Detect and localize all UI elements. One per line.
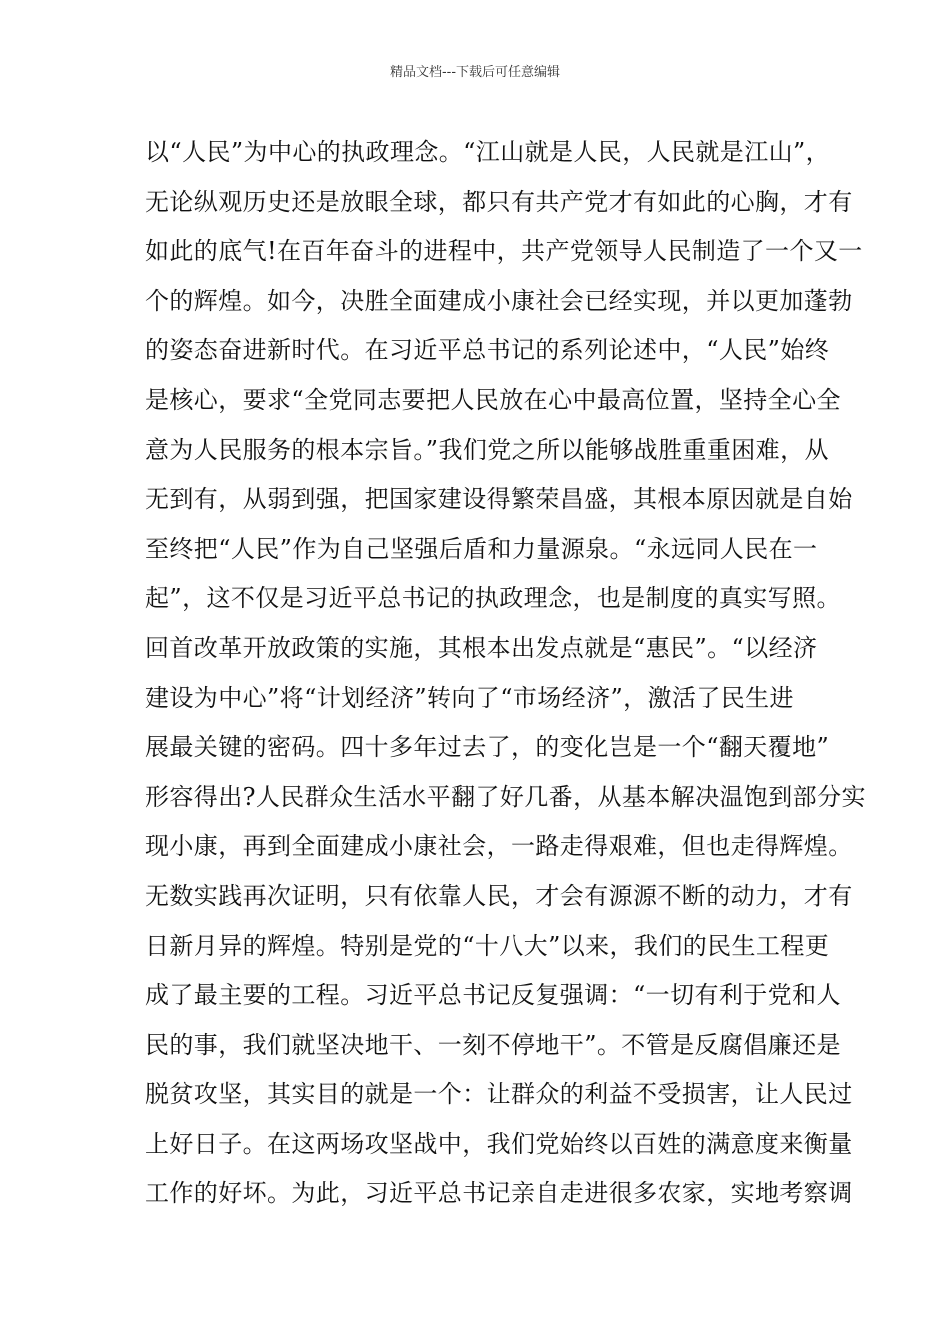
text-line: 成了最主要的工程。习近平总书记反复强调：“一切有利于党和人 <box>145 981 841 1010</box>
text-line: 展最关键的密码。四十多年过去了，的变化岂是一个“翻天覆地” <box>145 733 830 762</box>
text-line: 个的辉煌。如今，决胜全面建成小康社会已经实现，并以更加蓬勃 <box>145 286 853 315</box>
text-line: 的姿态奋进新时代。在习近平总书记的系列论述中，“人民”始终 <box>145 336 830 365</box>
text-line: 无到有，从弱到强，把国家建设得繁荣昌盛，其根本原因就是自始 <box>145 485 853 514</box>
text-line: 无数实践再次证明，只有依靠人民，才会有源源不断的动力，才有 <box>145 881 853 910</box>
text-line: 建设为中心”将“计划经济”转向了“市场经济”，激活了民生进 <box>145 683 794 712</box>
text-line: 工作的好坏。为此，习近平总书记亲自走进很多农家，实地考察调 <box>145 1179 853 1208</box>
text-line: 现小康，再到全面建成小康社会，一路走得艰难，但也走得辉煌。 <box>145 832 853 861</box>
text-line: 如此的底气!在百年奋斗的进程中，共产党领导人民制造了一个又一 <box>145 237 863 266</box>
text-line: 起”，这不仅是习近平总书记的执政理念，也是制度的真实写照。 <box>145 584 841 613</box>
text-line: 民的事，我们就坚决地干、一刻不停地干”。不管是反腐倡廉还是 <box>145 1030 841 1059</box>
text-line: 至终把“人民”作为自己坚强后盾和力量源泉。“永远同人民在一 <box>145 534 818 563</box>
text-line: 上好日子。在这两场攻坚战中，我们党始终以百姓的满意度来衡量 <box>145 1129 853 1158</box>
text-line: 意为人民服务的根本宗旨。”我们党之所以能够战胜重重困难，从 <box>145 435 829 464</box>
text-line: 形容得出?人民群众生活水平翻了好几番，从基本解决温饱到部分实 <box>145 782 866 811</box>
text-line: 无论纵观历史还是放眼全球，都只有共产党才有如此的心胸，才有 <box>145 187 853 216</box>
page-header: 精品文档---下载后可任意编辑 <box>389 65 561 80</box>
text-line: 是核心，要求“全党同志要把人民放在心中最高位置，坚持全心全 <box>145 385 841 414</box>
text-line: 脱贫攻坚，其实目的就是一个：让群众的利益不受损害，让人民过 <box>145 1080 853 1109</box>
text-line: 日新月异的辉煌。特别是党的“十八大”以来，我们的民生工程更 <box>145 931 830 960</box>
text-line: 回首改革开放政策的实施，其根本出发点就是“惠民”。“以经济 <box>145 633 818 662</box>
text-line: 以“人民”为中心的执政理念。“江山就是人民，人民就是江山”， <box>145 138 831 166</box>
document-body <box>145 128 866 1219</box>
